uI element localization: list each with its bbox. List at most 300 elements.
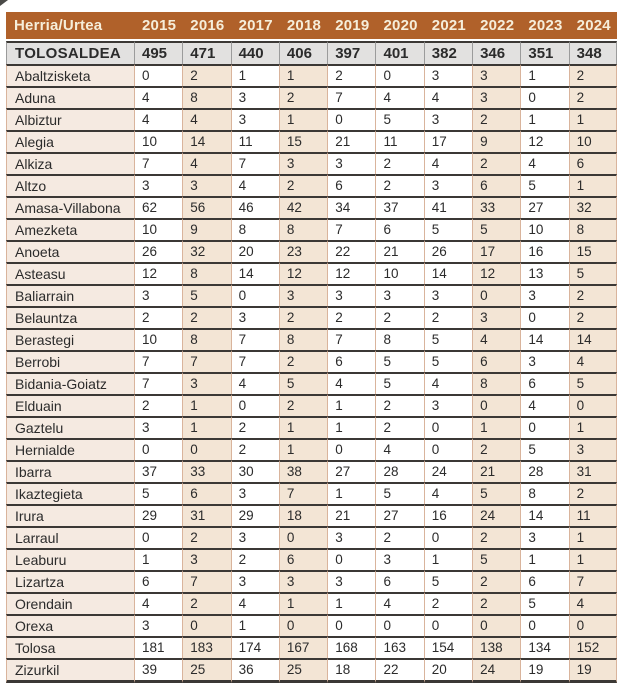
value-cell: 1: [569, 108, 617, 130]
municipality-name: Larraul: [6, 526, 134, 548]
value-cell: 0: [327, 548, 375, 570]
value-cell: 3: [327, 526, 375, 548]
municipality-name: Leaburu: [6, 548, 134, 570]
value-cell: 0: [569, 614, 617, 636]
value-cell: 2: [375, 394, 423, 416]
year-header: 2017: [231, 12, 279, 41]
value-cell: 0: [134, 64, 182, 86]
municipality-name: Abaltzisketa: [6, 64, 134, 86]
value-cell: 16: [520, 240, 568, 262]
value-cell: 2: [569, 64, 617, 86]
table-row: [6, 482, 617, 504]
value-cell: 18: [279, 504, 327, 526]
value-cell: 2: [375, 174, 423, 196]
year-header: 2022: [472, 12, 520, 41]
value-cell: 8: [472, 372, 520, 394]
value-cell: 7: [327, 86, 375, 108]
value-cell: 495: [134, 41, 182, 64]
value-cell: 138: [472, 636, 520, 658]
value-cell: 1: [327, 592, 375, 614]
value-cell: 5: [472, 218, 520, 240]
value-cell: 7: [231, 328, 279, 350]
value-cell: 3: [424, 284, 472, 306]
value-cell: 0: [279, 526, 327, 548]
value-cell: 2: [472, 592, 520, 614]
value-cell: 37: [375, 196, 423, 218]
value-cell: 8: [520, 482, 568, 504]
value-cell: 7: [569, 570, 617, 592]
table-row: [6, 394, 617, 416]
table-row: [6, 240, 617, 262]
value-cell: 3: [472, 306, 520, 328]
value-cell: 19: [520, 658, 568, 683]
value-cell: 24: [472, 658, 520, 683]
year-header: 2019: [327, 12, 375, 41]
value-cell: 471: [182, 41, 230, 64]
value-cell: 2: [134, 394, 182, 416]
table-row: [6, 636, 617, 658]
value-cell: 0: [134, 438, 182, 460]
value-cell: 28: [520, 460, 568, 482]
value-cell: 2: [279, 174, 327, 196]
value-cell: 17: [424, 130, 472, 152]
value-cell: 7: [134, 372, 182, 394]
value-cell: 4: [569, 592, 617, 614]
municipality-name: Bidania-Goiatz: [6, 372, 134, 394]
value-cell: 6: [472, 350, 520, 372]
value-cell: 41: [424, 196, 472, 218]
value-cell: 1: [327, 416, 375, 438]
value-cell: 2: [231, 548, 279, 570]
value-cell: 6: [327, 350, 375, 372]
table-row: [6, 548, 617, 570]
value-cell: 7: [327, 218, 375, 240]
value-cell: 2: [327, 64, 375, 86]
value-cell: 2: [375, 416, 423, 438]
value-cell: 17: [472, 240, 520, 262]
value-cell: 5: [375, 372, 423, 394]
value-cell: 1: [520, 64, 568, 86]
value-cell: 3: [520, 284, 568, 306]
value-cell: 7: [134, 350, 182, 372]
table-row: [6, 108, 617, 130]
value-cell: 3: [279, 152, 327, 174]
value-cell: 9: [472, 130, 520, 152]
value-cell: 2: [472, 108, 520, 130]
municipality-name: Albiztur: [6, 108, 134, 130]
value-cell: 3: [182, 174, 230, 196]
value-cell: 32: [569, 196, 617, 218]
table-row: [6, 262, 617, 284]
table-row: [6, 284, 617, 306]
value-cell: 0: [472, 614, 520, 636]
value-cell: 167: [279, 636, 327, 658]
value-cell: 3: [279, 284, 327, 306]
value-cell: 10: [134, 130, 182, 152]
table-row: [6, 130, 617, 152]
table-row: [6, 658, 617, 683]
value-cell: 3: [231, 86, 279, 108]
value-cell: 3: [182, 372, 230, 394]
value-cell: 28: [375, 460, 423, 482]
value-cell: 12: [134, 262, 182, 284]
value-cell: 39: [134, 658, 182, 683]
value-cell: 4: [231, 592, 279, 614]
value-cell: 4: [375, 592, 423, 614]
value-cell: 3: [424, 394, 472, 416]
value-cell: 1: [520, 108, 568, 130]
value-cell: 3: [424, 108, 472, 130]
value-cell: 16: [424, 504, 472, 526]
value-cell: 346: [472, 41, 520, 64]
value-cell: 0: [424, 438, 472, 460]
value-cell: 12: [327, 262, 375, 284]
value-cell: 27: [327, 460, 375, 482]
value-cell: 174: [231, 636, 279, 658]
value-cell: 2: [424, 306, 472, 328]
value-cell: 397: [327, 41, 375, 64]
table-row: [6, 592, 617, 614]
value-cell: 2: [134, 306, 182, 328]
table-row: [6, 350, 617, 372]
value-cell: 4: [134, 108, 182, 130]
municipality-name: Gaztelu: [6, 416, 134, 438]
municipality-name: Orendain: [6, 592, 134, 614]
value-cell: 8: [279, 218, 327, 240]
value-cell: 0: [231, 394, 279, 416]
value-cell: 3: [327, 570, 375, 592]
municipality-name: Berastegi: [6, 328, 134, 350]
value-cell: 3: [520, 350, 568, 372]
value-cell: 8: [182, 262, 230, 284]
value-cell: 2: [327, 306, 375, 328]
value-cell: 0: [279, 614, 327, 636]
value-cell: 14: [569, 328, 617, 350]
value-cell: 7: [231, 350, 279, 372]
region-total-name: TOLOSALDEA: [6, 41, 134, 64]
value-cell: 5: [520, 592, 568, 614]
value-cell: 2: [182, 306, 230, 328]
value-cell: 34: [327, 196, 375, 218]
value-cell: 13: [520, 262, 568, 284]
value-cell: 26: [424, 240, 472, 262]
value-cell: 24: [472, 504, 520, 526]
value-cell: 2: [231, 438, 279, 460]
value-cell: 0: [569, 394, 617, 416]
value-cell: 1: [134, 548, 182, 570]
value-cell: 7: [231, 152, 279, 174]
table-row: [6, 174, 617, 196]
year-header: 2016: [182, 12, 230, 41]
value-cell: 7: [134, 152, 182, 174]
value-cell: 14: [520, 328, 568, 350]
value-cell: 42: [279, 196, 327, 218]
municipality-name: Anoeta: [6, 240, 134, 262]
value-cell: 4: [182, 108, 230, 130]
value-cell: 8: [182, 328, 230, 350]
value-cell: 382: [424, 41, 472, 64]
value-cell: 1: [182, 416, 230, 438]
value-cell: 21: [327, 504, 375, 526]
value-cell: 5: [424, 570, 472, 592]
value-cell: 25: [182, 658, 230, 683]
value-cell: 4: [424, 372, 472, 394]
value-cell: 8: [569, 218, 617, 240]
value-cell: 0: [472, 284, 520, 306]
value-cell: 3: [182, 548, 230, 570]
value-cell: 0: [520, 416, 568, 438]
value-cell: 4: [134, 86, 182, 108]
value-cell: 8: [231, 218, 279, 240]
value-cell: 11: [569, 504, 617, 526]
value-cell: 2: [472, 438, 520, 460]
municipality-name: Lizartza: [6, 570, 134, 592]
municipality-name: Asteasu: [6, 262, 134, 284]
value-cell: 0: [424, 614, 472, 636]
value-cell: 5: [424, 328, 472, 350]
value-cell: 8: [375, 328, 423, 350]
value-cell: 22: [327, 240, 375, 262]
value-cell: 8: [182, 86, 230, 108]
municipality-name: Amasa-Villabona: [6, 196, 134, 218]
corner-header: Herria/Urtea: [6, 12, 134, 41]
value-cell: 5: [375, 482, 423, 504]
value-cell: 3: [231, 108, 279, 130]
value-cell: 12: [279, 262, 327, 284]
value-cell: 3: [134, 284, 182, 306]
value-cell: 1: [569, 526, 617, 548]
value-cell: 14: [182, 130, 230, 152]
value-cell: 4: [327, 372, 375, 394]
value-cell: 27: [520, 196, 568, 218]
municipality-name: Baliarrain: [6, 284, 134, 306]
year-header: 2021: [424, 12, 472, 41]
value-cell: 2: [279, 394, 327, 416]
value-cell: 4: [134, 592, 182, 614]
value-cell: 5: [520, 174, 568, 196]
value-cell: 406: [279, 41, 327, 64]
value-cell: 1: [231, 614, 279, 636]
table-row: [6, 416, 617, 438]
table-row: [6, 218, 617, 240]
total-row: [6, 41, 617, 64]
table-row: [6, 526, 617, 548]
value-cell: 1: [569, 548, 617, 570]
value-cell: 5: [424, 218, 472, 240]
value-cell: 14: [424, 262, 472, 284]
value-cell: 9: [182, 218, 230, 240]
value-cell: 5: [424, 350, 472, 372]
value-cell: 29: [231, 504, 279, 526]
value-cell: 5: [134, 482, 182, 504]
value-cell: 183: [182, 636, 230, 658]
municipality-name: Alegia: [6, 130, 134, 152]
value-cell: 4: [375, 438, 423, 460]
value-cell: 1: [327, 394, 375, 416]
value-cell: 3: [231, 306, 279, 328]
value-cell: 15: [569, 240, 617, 262]
municipality-name: Tolosa: [6, 636, 134, 658]
value-cell: 4: [231, 174, 279, 196]
value-cell: 2: [279, 306, 327, 328]
municipality-name: Alkiza: [6, 152, 134, 174]
value-cell: 2: [472, 152, 520, 174]
value-cell: 4: [520, 394, 568, 416]
value-cell: 30: [231, 460, 279, 482]
municipality-name: Amezketa: [6, 218, 134, 240]
value-cell: 3: [569, 438, 617, 460]
value-cell: 351: [520, 41, 568, 64]
value-cell: 2: [375, 526, 423, 548]
value-cell: 6: [279, 548, 327, 570]
year-header: 2018: [279, 12, 327, 41]
value-cell: 1: [182, 394, 230, 416]
value-cell: 6: [569, 152, 617, 174]
value-cell: 20: [231, 240, 279, 262]
value-cell: 6: [375, 218, 423, 240]
municipality-name: Irura: [6, 504, 134, 526]
municipality-name: Ibarra: [6, 460, 134, 482]
value-cell: 6: [327, 174, 375, 196]
value-cell: 4: [424, 482, 472, 504]
value-cell: 10: [375, 262, 423, 284]
value-cell: 3: [231, 526, 279, 548]
value-cell: 1: [472, 416, 520, 438]
value-cell: 134: [520, 636, 568, 658]
value-cell: 3: [424, 64, 472, 86]
value-cell: 0: [231, 284, 279, 306]
table-row: [6, 372, 617, 394]
value-cell: 154: [424, 636, 472, 658]
table-row: [6, 306, 617, 328]
table-row: [6, 570, 617, 592]
value-cell: 3: [375, 284, 423, 306]
value-cell: 2: [231, 416, 279, 438]
value-cell: 4: [424, 152, 472, 174]
value-cell: 4: [520, 152, 568, 174]
table-row: [6, 152, 617, 174]
value-cell: 21: [472, 460, 520, 482]
header-row: [6, 12, 617, 41]
value-cell: 2: [375, 152, 423, 174]
value-cell: 8: [279, 328, 327, 350]
value-cell: 10: [134, 218, 182, 240]
value-cell: 2: [279, 350, 327, 372]
value-cell: 1: [279, 438, 327, 460]
value-cell: 11: [375, 130, 423, 152]
value-cell: 11: [231, 130, 279, 152]
value-cell: 5: [472, 482, 520, 504]
value-cell: 1: [569, 174, 617, 196]
value-cell: 1: [569, 416, 617, 438]
value-cell: 440: [231, 41, 279, 64]
value-cell: 5: [520, 438, 568, 460]
value-cell: 2: [569, 482, 617, 504]
value-cell: 4: [182, 152, 230, 174]
municipality-name: Altzo: [6, 174, 134, 196]
value-cell: 31: [182, 504, 230, 526]
value-cell: 0: [520, 86, 568, 108]
value-cell: 0: [375, 614, 423, 636]
value-cell: 32: [182, 240, 230, 262]
value-cell: 7: [327, 328, 375, 350]
value-cell: 18: [327, 658, 375, 683]
value-cell: 0: [327, 108, 375, 130]
value-cell: 2: [424, 592, 472, 614]
value-cell: 6: [472, 174, 520, 196]
value-cell: 401: [375, 41, 423, 64]
value-cell: 5: [182, 284, 230, 306]
value-cell: 5: [569, 262, 617, 284]
value-cell: 3: [424, 174, 472, 196]
value-cell: 7: [279, 482, 327, 504]
value-cell: 2: [182, 64, 230, 86]
municipality-name: Zizurkil: [6, 658, 134, 683]
value-cell: 3: [279, 570, 327, 592]
value-cell: 1: [327, 482, 375, 504]
value-cell: 0: [472, 394, 520, 416]
municipality-name: Aduna: [6, 86, 134, 108]
value-cell: 3: [231, 482, 279, 504]
value-cell: 4: [472, 328, 520, 350]
value-cell: 5: [472, 548, 520, 570]
value-cell: 0: [520, 306, 568, 328]
value-cell: 4: [424, 86, 472, 108]
value-cell: 6: [520, 570, 568, 592]
value-cell: 62: [134, 196, 182, 218]
value-cell: 46: [231, 196, 279, 218]
value-cell: 5: [375, 108, 423, 130]
value-cell: 2: [569, 306, 617, 328]
value-cell: 1: [424, 548, 472, 570]
municipality-name: Elduain: [6, 394, 134, 416]
value-cell: 2: [569, 86, 617, 108]
value-cell: 2: [279, 86, 327, 108]
value-cell: 3: [231, 570, 279, 592]
value-cell: 1: [231, 64, 279, 86]
value-cell: 33: [472, 196, 520, 218]
value-cell: 0: [182, 614, 230, 636]
municipality-name: Orexa: [6, 614, 134, 636]
value-cell: 33: [182, 460, 230, 482]
table-row: [6, 64, 617, 86]
value-cell: 24: [424, 460, 472, 482]
value-cell: 5: [279, 372, 327, 394]
value-cell: 2: [472, 526, 520, 548]
value-cell: 5: [375, 350, 423, 372]
value-cell: 4: [231, 372, 279, 394]
value-cell: 3: [134, 174, 182, 196]
value-cell: 1: [279, 592, 327, 614]
value-cell: 4: [569, 350, 617, 372]
value-cell: 2: [569, 284, 617, 306]
municipality-name: Belauntza: [6, 306, 134, 328]
table-row: [6, 438, 617, 460]
value-cell: 14: [231, 262, 279, 284]
value-cell: 36: [231, 658, 279, 683]
value-cell: 3: [327, 284, 375, 306]
value-cell: 22: [375, 658, 423, 683]
value-cell: 6: [182, 482, 230, 504]
value-cell: 0: [424, 416, 472, 438]
value-cell: 6: [375, 570, 423, 592]
table-row: [6, 460, 617, 482]
value-cell: 1: [279, 64, 327, 86]
value-cell: 0: [327, 438, 375, 460]
value-cell: 10: [569, 130, 617, 152]
value-cell: 19: [569, 658, 617, 683]
value-cell: 1: [520, 548, 568, 570]
